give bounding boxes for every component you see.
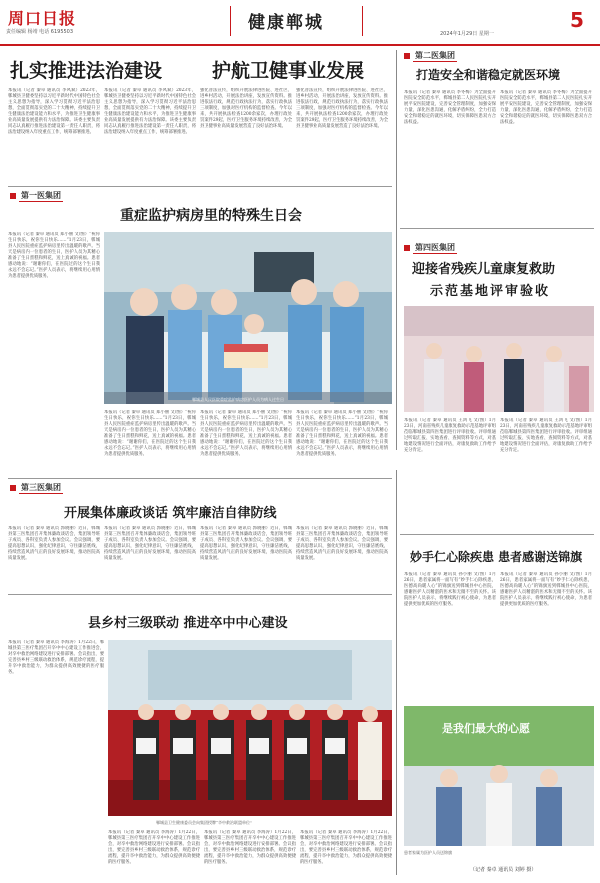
page-number: 5 [570, 8, 584, 32]
first-hospital-body-4: 本报讯（记者 秦卓 通讯员 郑小丽 文/图）“祝你生日快乐，祝你生日快乐……”1月23日，郸城县人民医院重症监护病房里传出温暖的歌声。当天是病房内一位患者的生日，医护人员为其精心准备了生日蛋糕和鲜花，送上真诚的祝福。患者感动地说：“谢谢你们，在医院过的这个生日我永远不会忘记。”医护人员表示，将继续用心用情为患者提供优质服务。 [296, 410, 388, 457]
caption-first-hospital: 郸城县人民医院重症监护病房医护人员为病人过生日 [192, 397, 284, 402]
headline-main-right: 护航卫健事业发展 [212, 60, 365, 82]
photo-rehab-review [404, 306, 594, 412]
caption-county-integration: 郸城县卫生健康委员会向集团授牌“卒中救治联盟单位” [156, 820, 253, 825]
patient-thanks-body-1: 本报讯（记者 秦卓 通讯员 孙小丽 文/图）1月26日，患者家属将一面写有“妙手仁心除疾患，医德高尚暖人心”的锦旗送到郸城县中心医院，感谢医护人员精湛的医术和无微不至的关怀。该院医护人员表示，将继续践行初心使命，为患者提供更加优质的医疗服务。 [404, 572, 496, 607]
tag-third-hospital: 第三医集团 [10, 482, 63, 494]
column-divider [396, 50, 397, 450]
county-integration-body: 本报讯（记者 秦卓 通讯员 李海涛）1月22日，郸城县第三医疗集团召开卒中中心建设工作推进会，对卒中救治网络建设进行安排部署。会议指出，要完善县乡村三级联动救治体系，规范诊疗流程，提升卒中救治能力，为群众提供高效便捷的医疗服务。 [8, 640, 104, 675]
headline-main-left: 扎实推进法治建设 [10, 60, 163, 82]
main-right-body-1: 强化普法宣传，组织开展法律进医院、进社区、进乡村活动，开展法治讲座，发放宣传资料。推进依法行政，规范行政执法行为，落实行政执法三项制度，加强对医疗机构的监督检查。今年以来，共开展执法检查1200余家次，办理行政处罚案件29起，医疗卫生服务环境持续改善，为全县卫健事业高质量发展营造了良好法治环境。 [200, 88, 292, 129]
header-rule [0, 44, 600, 46]
banner-text: 是我们最大的心愿 [442, 722, 530, 735]
headline-second-hospital: 打造安全和谐稳定就医环境 [416, 68, 561, 82]
main-right-body-2: 强化普法宣传，组织开展法律进医院、进社区、进乡村活动，开展法治讲座，发放宣传资料。推进依法行政，规范行政执法行为，落实行政执法三项制度，加强对医疗机构的监督检查。今年以来，共开展执法检查1200余家次，办理行政处罚案件29起，医疗卫生服务环境持续改善，为全县卫健事业高质量发展营造了良好法治环境。 [296, 88, 388, 129]
main-left-body-1: 本报讯（记者 秦卓 通讯员 李风斌）2023年，郸城县卫健委坚持以习近平新时代中国特色社会主义思想为指导，深入学习贯彻习近平法治思想，全面贯彻落实党的二十大精神，持续提升卫生健康法治建设能力和水平，为推进卫生健康事业高质量发展提供有力法治保障。该委主要负责同志认真履行推进法治建设第一责任人职责，将法治建设纳入年度重点工作，统筹部署推进。 [8, 88, 100, 135]
county-integration-body-3: 本报讯（记者 秦卓 通讯员 李海涛）1月22日，郸城县第三医疗集团召开卒中中心建设工作推进会，对卒中救治网络建设进行安排部署。会议指出，要完善县乡村三级联动救治体系，规范诊疗流程，提升卒中救治能力，为群众提供高效便捷的医疗服务。 [204, 830, 296, 865]
photo-birthday-icu [104, 232, 392, 404]
first-hospital-body-3: 本报讯（记者 秦卓 通讯员 郑小丽 文/图）“祝你生日快乐，祝你生日快乐……”1月23日，郸城县人民医院重症监护病房里传出温暖的歌声。当天是病房内一位患者的生日，医护人员为其精心准备了生日蛋糕和鲜花，送上真诚的祝福。患者感动地说：“谢谢你们，在医院过的这个生日我永远不会忘记。”医护人员表示，将继续用心用情为患者提供优质服务。 [200, 410, 292, 457]
photo-stroke-center-award [108, 640, 392, 816]
headline-patient-thanks: 妙手仁心除疾患 患者感谢送锦旗 [410, 550, 583, 564]
fourth-hospital-body-1: 本报讯（记者 秦卓 通讯员 王鸿飞 文/图）1月23日，河南省残疾儿童康复救助示范基地评审组莅临郸城县第四医集团进行评审验收。评审组通过听取汇报、实地查看、查阅资料等方式，对基地建设情况进行全面评估，对康复救助工作给予充分肯定。 [404, 418, 496, 453]
first-hospital-body: 本报讯（记者 秦卓 通讯员 郑小丽 文/图）“祝你生日快乐，祝你生日快乐……”1月23日，郸城县人民医院重症监护病房里传出温暖的歌声。当天是病房内一位患者的生日，医护人员为其精心准备了生日蛋糕和鲜花，送上真诚的祝福。患者感动地说：“谢谢你们，在医院过的这个生日我永远不会忘记。”医护人员表示，将继续用心用情为患者提供优质服务。 [8, 232, 100, 279]
third-hospital-body-3: 本报讯（记者 秦卓 通讯员 郭晓丽）近日，郸城县第三医集团召开集体廉政谈话会，集团领导班子成员、各科室负责人参加会议。会议强调，要提高思想认识，强化纪律意识，守住廉洁底线，持续营造风清气正的良好发展环境，推动医院高质量发展。 [200, 526, 292, 561]
second-hospital-body-2: 本报讯（记者 秦卓 通讯员 李冬梅）为全面提升医院安全防范水平，郸城县第二人民医院扎实开展平安医院建设，完善安全管理制度，加强安保力量，深化医患沟通，化解矛盾纠纷，全力打造安全和谐稳定的就医环境，切实保障医患双方合法权益。 [500, 90, 592, 125]
headline-fourth-hospital-1: 迎接省残疾儿童康复救助 [412, 262, 556, 277]
page-header [0, 0, 600, 46]
headline-county-integration: 县乡村三级联动 推进卒中中心建设 [88, 616, 288, 631]
headline-third-hospital: 开展集体廉政谈话 筑牢廉洁自律防线 [64, 506, 277, 521]
third-hospital-body-1: 本报讯（记者 秦卓 通讯员 郭晓丽）近日，郸城县第三医集团召开集体廉政谈话会，集团领导班子成员、各科室负责人参加会议。会议强调，要提高思想认识，强化纪律意识，守住廉洁底线，持续营造风清气正的良好发展环境，推动医院高质量发展。 [8, 526, 100, 561]
date-line: 2024年1月29日 星期一 [440, 31, 494, 37]
headline-first-hospital: 重症监护病房里的特殊生日会 [120, 208, 302, 224]
third-hospital-body-2: 本报讯（记者 秦卓 通讯员 郭晓丽）近日，郸城县第三医集团召开集体廉政谈话会，集团领导班子成员、各科室负责人参加会议。会议强调，要提高思想认识，强化纪律意识，守住廉洁底线，持续营造风清气正的良好发展环境，推动医院高质量发展。 [104, 526, 196, 561]
third-hospital-body-4: 本报讯（记者 秦卓 通讯员 郭晓丽）近日，郸城县第三医集团召开集体廉政谈话会，集团领导班子成员、各科室负责人参加会议。会议强调，要提高思想认识，强化纪律意识，守住廉洁底线，持续营造风清气正的良好发展环境，推动医院高质量发展。 [296, 526, 388, 561]
tag-fourth-hospital: 第四医集团 [404, 242, 457, 254]
caption-patient-thanks: 患者家属为医护人员送锦旗 [404, 850, 452, 855]
column-divider-lower [396, 470, 397, 875]
patient-thanks-body-2: 本报讯（记者 秦卓 通讯员 孙小丽 文/图）1月26日，患者家属将一面写有“妙手仁心除疾患，医德高尚暖人心”的锦旗送到郸城县中心医院，感谢医护人员精湛的医术和无微不至的关怀。该院医护人员表示，将继续践行初心使命，为患者提供更加优质的医疗服务。 [500, 572, 592, 607]
county-integration-body-4: 本报讯（记者 秦卓 通讯员 李海涛）1月22日，郸城县第三医疗集团召开卒中中心建设工作推进会，对卒中救治网络建设进行安排部署。会议指出，要完善县乡村三级联动救治体系，规范诊疗流程，提升卒中救治能力，为群众提供高效便捷的医疗服务。 [300, 830, 392, 865]
second-hospital-body-1: 本报讯（记者 秦卓 通讯员 李冬梅）为全面提升医院安全防范水平，郸城县第二人民医院扎实开展平安医院建设，完善安全管理制度，加强安保力量，深化医患沟通，化解矛盾纠纷，全力打造安全和谐稳定的就医环境，切实保障医患双方合法权益。 [404, 90, 496, 125]
byline: （记者 秦卓 通讯员 刘婷 摄） [470, 867, 537, 873]
header-divider-right [362, 6, 363, 36]
county-integration-body-2: 本报讯（记者 秦卓 通讯员 李海涛）1月22日，郸城县第三医疗集团召开卒中中心建设工作推进会，对卒中救治网络建设进行安排部署。会议指出，要完善县乡村三级联动救治体系，规范诊疗流程，提升卒中救治能力，为群众提供高效便捷的医疗服务。 [108, 830, 200, 865]
main-left-body-2: 本报讯（记者 秦卓 通讯员 李风斌）2023年，郸城县卫健委坚持以习近平新时代中国特色社会主义思想为指导，深入学习贯彻习近平法治思想，全面贯彻落实党的二十大精神，持续提升卫生健康法治建设能力和水平，为推进卫生健康事业高质量发展提供有力法治保障。该委主要负责同志认真履行推进法治建设第一责任人职责，将法治建设纳入年度重点工作，统筹部署推进。 [104, 88, 196, 135]
section-title: 健康郸城 [248, 13, 324, 33]
editor-line: 责任编辑 杨靖 电话 6195503 [6, 29, 74, 35]
tag-second-hospital: 第二医集团 [404, 50, 457, 62]
tag-first-hospital: 第一医集团 [10, 190, 63, 202]
masthead-logo: 周口日报 [8, 9, 77, 28]
headline-fourth-hospital-2: 示范基地评审验收 [430, 284, 551, 299]
header-divider-left [230, 6, 231, 36]
first-hospital-body-2: 本报讯（记者 秦卓 通讯员 郑小丽 文/图）“祝你生日快乐，祝你生日快乐……”1月23日，郸城县人民医院重症监护病房里传出温暖的歌声。当天是病房内一位患者的生日，医护人员为其精心准备了生日蛋糕和鲜花，送上真诚的祝福。患者感动地说：“谢谢你们，在医院过的这个生日我永远不会忘记。”医护人员表示，将继续用心用情为患者提供优质服务。 [104, 410, 196, 457]
fourth-hospital-body-2: 本报讯（记者 秦卓 通讯员 王鸿飞 文/图）1月23日，河南省残疾儿童康复救助示范基地评审组莅临郸城县第四医集团进行评审验收。评审组通过听取汇报、实地查看、查阅资料等方式，对基地建设情况进行全面评估，对康复救助工作给予充分肯定。 [500, 418, 592, 453]
